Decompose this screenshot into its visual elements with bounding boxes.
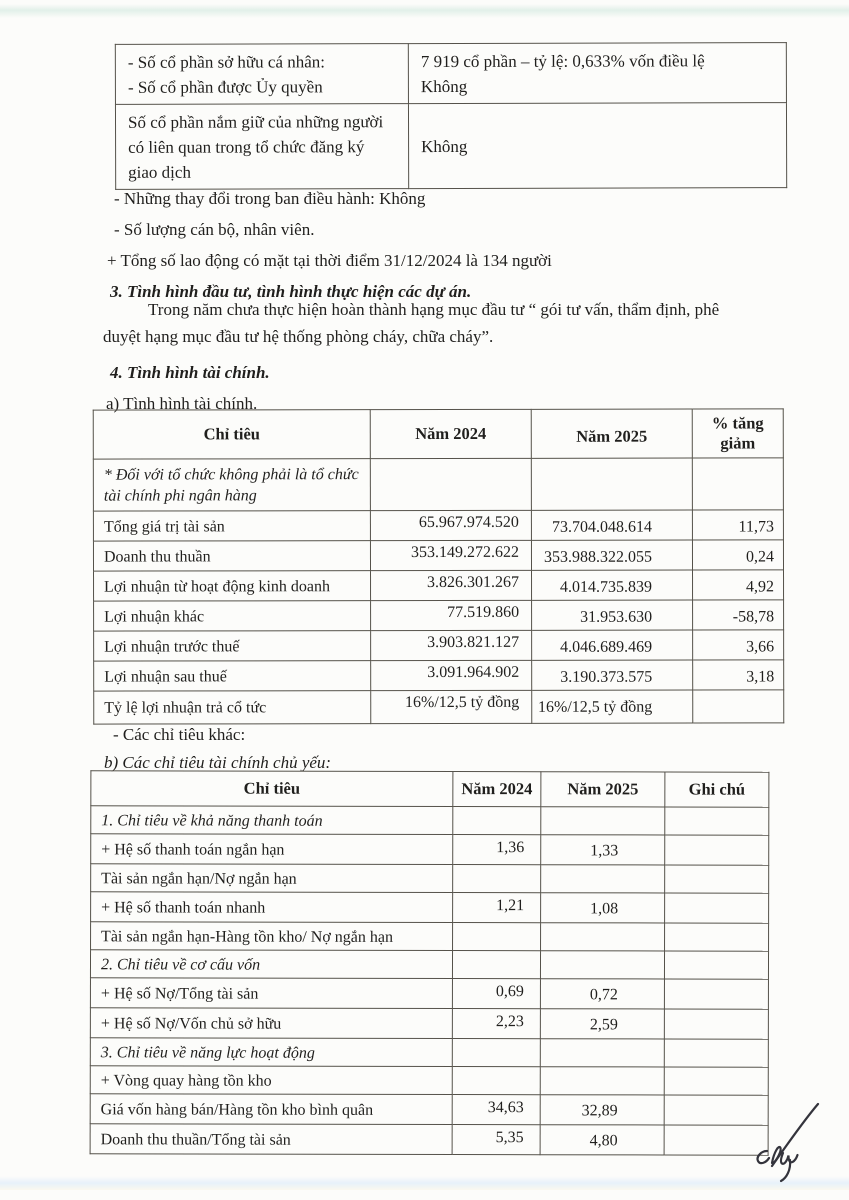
value-2024: 3.903.821.127 — [371, 630, 532, 660]
value-2025 — [531, 458, 692, 510]
personal-shares-value: 7 919 cổ phần – tỷ lệ: 0,633% vốn điều lệ — [420, 51, 705, 72]
row-label: Tổng giá trị tài sản — [93, 511, 370, 541]
value-2025: 3.190.373.575 — [532, 660, 693, 690]
table-row — [90, 1094, 768, 1125]
table-row — [91, 806, 769, 835]
row-label: Doanh thu thuần/Tổng tài sản — [90, 1124, 452, 1155]
scan-artifact-bottom-band — [0, 1176, 849, 1190]
value-2025: 32,89 — [540, 1095, 664, 1125]
section-3-paragraph: Trong năm chưa thực hiện hoàn thành hạng mục đầu tư “ gói tư vấn, thẩm định, phê duyệt hạng mục đầu tư hệ thống phòng cháy, chữa cháy”. — [103, 300, 720, 346]
value-2024: 5,35 — [452, 1125, 540, 1155]
row-label: Doanh thu thuần — [93, 541, 370, 571]
signature-initials-icon — [746, 1100, 822, 1184]
row-label: Lợi nhuận từ hoạt động kinh doanh — [94, 571, 371, 601]
row-label: Lợi nhuận khác — [94, 601, 371, 631]
bullet-total-labor: + Tổng số lao động có mặt tại thời điểm 31/12/2024 là 134 người — [107, 251, 552, 270]
value-pct — [693, 690, 784, 723]
value-note — [665, 865, 769, 893]
value-2024: 1,36 — [453, 835, 541, 865]
table-row — [91, 864, 769, 893]
row-label: Lợi nhuận trước thuế — [94, 631, 371, 661]
row-label: + Hệ số Nợ/Vốn chủ sở hữu — [90, 1008, 452, 1039]
table-row — [90, 1008, 768, 1039]
authorized-shares-label: - Số cổ phần được Ủy quyền — [127, 77, 323, 97]
table-row — [94, 690, 784, 724]
row-label: 3. Chỉ tiêu về năng lực hoạt động — [90, 1038, 452, 1067]
table-row — [90, 1124, 768, 1155]
key-ratios-table — [90, 770, 770, 1155]
value-2025 — [541, 865, 665, 893]
value-2025 — [540, 1039, 664, 1067]
value-2024: 2,23 — [452, 1009, 540, 1039]
value-2025: 2,59 — [540, 1009, 664, 1039]
col-header-indicator: Chỉ tiêu — [93, 410, 370, 459]
row-label: + Hệ số Nợ/Tổng tài sản — [90, 978, 452, 1009]
shareholding-labels — [115, 44, 408, 105]
table-row — [91, 892, 769, 923]
table-row — [90, 1066, 768, 1095]
value-2025: 16%/12,5 tỷ đồng — [532, 690, 693, 723]
value-2024: 353.149.272.622 — [370, 540, 531, 570]
value-2024 — [453, 865, 541, 893]
section-4-heading: 4. Tình hình tài chính. — [110, 363, 270, 382]
value-2025 — [541, 923, 665, 951]
value-pct: -58,78 — [693, 600, 784, 630]
personal-shares-label: - Số cổ phần sở hữu cá nhân: — [127, 52, 326, 72]
row-label: + Vòng quay hàng tồn kho — [90, 1066, 452, 1095]
value-2025 — [540, 1067, 664, 1095]
value-2024: 16%/12,5 tỷ đồng — [371, 690, 532, 723]
col-header-note: Ghi chú — [665, 772, 769, 807]
table-row — [94, 600, 784, 631]
value-pct: 4,92 — [693, 570, 784, 600]
table-row — [94, 660, 784, 691]
value-2024: 1,21 — [453, 893, 541, 923]
value-2025: 1,33 — [541, 835, 665, 865]
value-2025: 0,72 — [540, 979, 664, 1009]
value-note — [664, 1039, 768, 1067]
col-header-pct-change: % tăng giảm — [692, 409, 783, 458]
value-pct: 3,66 — [693, 630, 784, 660]
row-label: Tài sản ngắn hạn-Hàng tồn kho/ Nợ ngắn hạn — [91, 922, 453, 951]
value-pct: 3,18 — [693, 660, 784, 690]
value-2025: 4.014.735.839 — [532, 570, 693, 600]
bullet-board-changes: - Những thay đổi trong ban điều hành: Không — [114, 189, 426, 208]
col-header-2025: Năm 2025 — [541, 772, 665, 807]
sub-b-heading: b) Các chỉ tiêu tài chính chủ yếu: — [104, 753, 332, 772]
value-2024 — [452, 951, 540, 979]
table-row — [94, 570, 784, 601]
value-2025: 31.953.630 — [532, 600, 693, 630]
value-2025: 4,80 — [540, 1125, 664, 1155]
value-2024 — [453, 923, 541, 951]
value-2024: 77.519.860 — [371, 600, 532, 630]
value-note — [664, 951, 768, 979]
financial-summary-table — [93, 408, 785, 724]
value-2024 — [452, 1067, 540, 1095]
shareholding-table — [115, 42, 787, 190]
table-row — [93, 540, 783, 571]
value-2024: 3.091.964.902 — [371, 660, 532, 690]
table-header-row — [93, 409, 783, 459]
row-label: + Hệ số thanh toán nhanh — [91, 892, 453, 923]
table-row — [115, 43, 786, 105]
row-label: Tỷ lệ lợi nhuận trả cổ tức — [94, 691, 371, 724]
value-2024 — [370, 458, 531, 510]
value-2024 — [453, 807, 541, 835]
value-pct: 11,73 — [692, 510, 783, 540]
value-2024: 65.967.974.520 — [370, 510, 531, 540]
table-row — [93, 510, 783, 541]
row-label: 1. Chỉ tiêu về khả năng thanh toán — [91, 806, 453, 835]
table-row — [90, 1038, 768, 1067]
value-note — [665, 893, 769, 923]
row-label: + Hệ số thanh toán ngắn hạn — [91, 834, 453, 865]
section-3-heading: 3. Tình hình đầu tư, tình hình thực hiện các dự án. — [110, 282, 472, 301]
related-persons-value: Không — [408, 103, 786, 189]
row-label: 2. Chỉ tiêu về cơ cấu vốn — [90, 950, 452, 979]
value-2025 — [541, 807, 665, 835]
bullet-staff-count: - Số lượng cán bộ, nhân viên. — [114, 220, 315, 239]
row-label: Tài sản ngắn hạn/Nợ ngắn hạn — [91, 864, 453, 893]
table-row — [90, 950, 768, 979]
scan-artifact-top-band — [0, 4, 849, 18]
value-note — [665, 923, 769, 951]
value-pct: 0,24 — [692, 540, 783, 570]
col-header-2024: Năm 2024 — [453, 772, 541, 807]
value-2025: 73.704.048.614 — [531, 510, 692, 540]
value-note — [664, 1067, 768, 1095]
row-label: Lợi nhuận sau thuế — [94, 661, 371, 691]
table-row — [90, 978, 768, 1009]
other-indicators-note: - Các chỉ tiêu khác: — [113, 725, 246, 744]
value-2025: 353.988.322.055 — [531, 540, 692, 570]
value-2024: 0,69 — [452, 979, 540, 1009]
value-2024: 3.826.301.267 — [371, 570, 532, 600]
shareholding-values — [408, 43, 786, 104]
authorized-shares-value: Không — [420, 76, 468, 97]
value-note — [665, 807, 769, 835]
col-header-2024: Năm 2024 — [370, 409, 531, 458]
table-header-row — [91, 771, 769, 807]
col-header-indicator: Chỉ tiêu — [91, 771, 453, 807]
row-label: * Đối với tổ chức không phải là tổ chức tài chính phi ngân hàng — [93, 459, 370, 511]
value-pct — [692, 458, 783, 510]
sub-a-heading: a) Tình hình tài chính. — [106, 394, 258, 413]
value-2025: 4.046.689.469 — [532, 630, 693, 660]
value-2025: 1,08 — [541, 893, 665, 923]
table-row — [93, 458, 783, 511]
value-2025 — [540, 951, 664, 979]
table-row — [91, 834, 769, 865]
related-persons-label: Số cổ phần nắm giữ của những người có liên quan trong tổ chức đăng ký giao dịch — [115, 104, 408, 190]
table-row — [94, 630, 784, 661]
value-2024 — [452, 1039, 540, 1067]
value-note — [664, 1009, 768, 1039]
row-label: Giá vốn hàng bán/Hàng tồn kho bình quân — [90, 1094, 452, 1125]
value-2024: 34,63 — [452, 1095, 540, 1125]
table-row — [115, 103, 786, 190]
value-note — [665, 835, 769, 865]
value-note — [664, 979, 768, 1009]
col-header-2025: Năm 2025 — [531, 409, 692, 458]
table-row — [91, 922, 769, 951]
